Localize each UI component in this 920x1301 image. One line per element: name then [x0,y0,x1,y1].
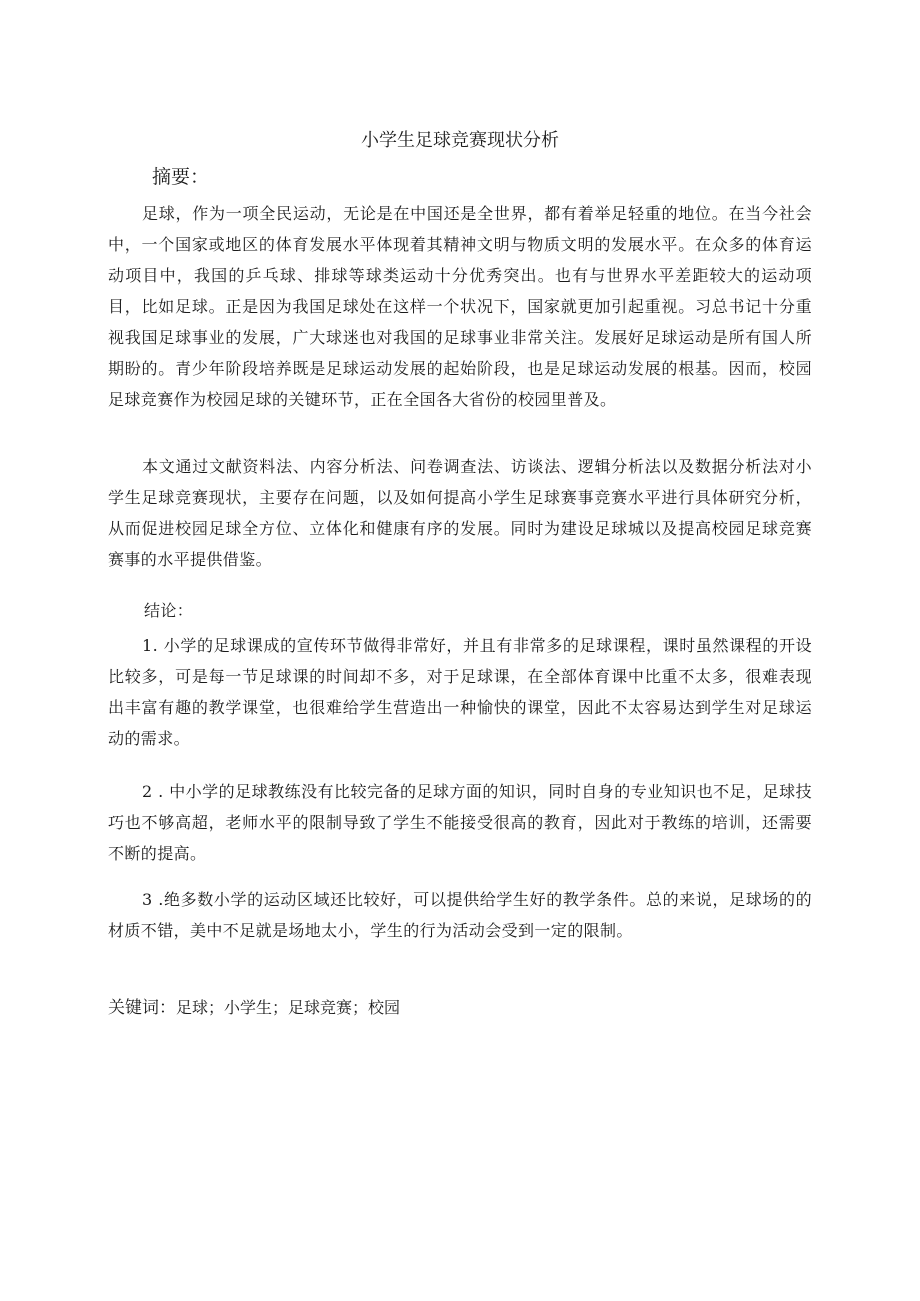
keywords-line [108,994,400,1022]
abstract-paragraph-1: 足球，作为一项全民运动，无论是在中国还是全世界，都有着举足轻重的地位。在当今社会中，一个国家或地区的体育发展水平体现着其精神文明与物质文明的发展水平。在众多的体育运动项目中，我国的乒乓球、排球等球类运动十分优秀突出。也有与世界水平差距较大的运动项目，比如足球。正是因为我国足球处在这样一个状况下，国家就更加引起重视。习总书记十分重视我国足球事业的发展，广大球迷也对我国的足球事业非常关注。发展好足球运动是所有国人所期盼的。青少年阶段培养既是足球运动发展的起始阶段，也是足球运动发展的根基。因而，校园足球竞赛作为校园足球的关键环节，正在全国各大省份的校园里普及。 [108,204,812,409]
conclusion-item-1: 1. 小学的足球课成的宣传环节做得非常好，并且有非常多的足球课程，课时虽然课程的开设比较多，可是每一节足球课的时间却不多，对于足球课，在全部体育课中比重不太多，很难表现出丰富有趣的教学课堂，也很难给学生营造出一种愉快的课堂，因此不太容易达到学生对足球运动的需求。 [108,636,812,748]
keywords-value: 足球；小学生；足球竞赛；校园 [176,998,401,1017]
abstract-heading: 摘要： [152,166,210,188]
conclusion-item-3: 3 .绝多数小学的运动区域还比较好，可以提供给学生好的教学条件。总的来说，足球场的的材质不错，美中不足就是场地太小，学生的行为活动会受到一定的限制。 [108,890,812,940]
conclusion-label: 结论： [144,601,194,620]
document-title: 小学生足球竞赛现状分析 [361,130,559,151]
keywords-label: 关键词： [108,998,176,1018]
conclusion-item-2: 2 . 中小学的足球教练没有比较完备的足球方面的知识，同时自身的专业知识也不足，足球技巧也不够高超，老师水平的限制导致了学生不能接受很高的教育，因此对于教练的培训，还需要不断的提高。 [108,782,812,863]
abstract-paragraph-2: 本文通过文献资料法、内容分析法、问卷调查法、访谈法、逻辑分析法以及数据分析法对小学生足球竞赛现状，主要存在问题，以及如何提高小学生足球赛事竞赛水平进行具体研究分析，从而促进校园足球全方位、立体化和健康有序的发展。同时为建设足球城以及提高校园足球竞赛赛事的水平提供借鉴。 [108,457,812,569]
